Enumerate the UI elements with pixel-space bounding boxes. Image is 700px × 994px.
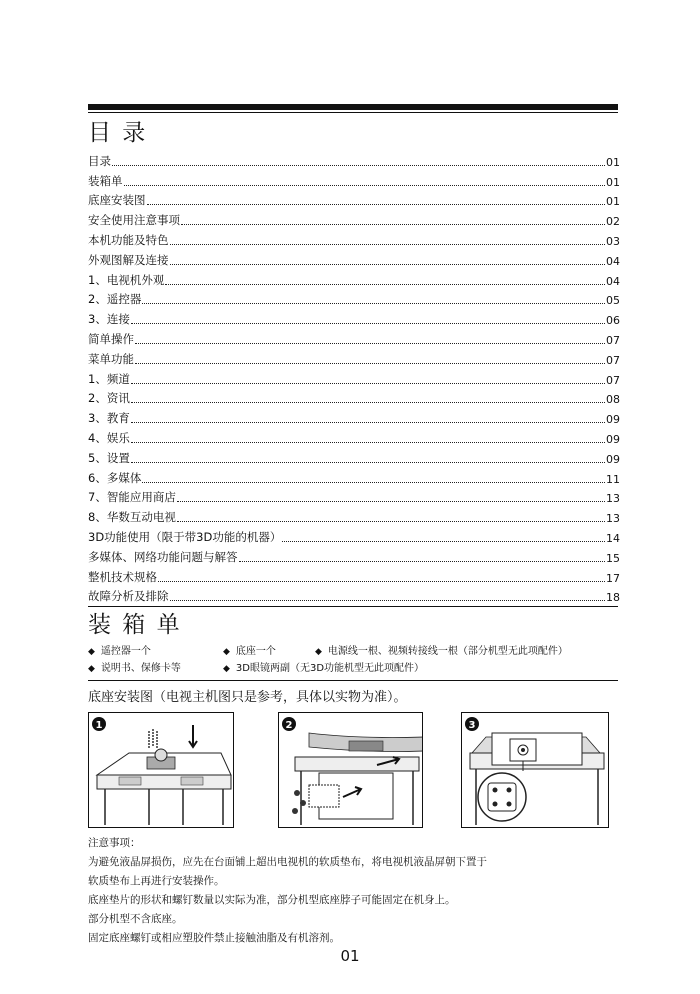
toc-leader-dots <box>177 501 605 502</box>
toc-entry-label: 装箱单 <box>88 173 123 188</box>
toc-entry <box>88 387 620 407</box>
toc-entry <box>88 446 620 466</box>
diamond-bullet-icon: ◆ <box>223 664 230 674</box>
toc-entry <box>88 585 620 605</box>
toc-leader-dots <box>165 284 605 285</box>
toc-entry <box>88 406 620 426</box>
packing-row <box>88 658 620 675</box>
toc-entry-label: 外观图解及连接 <box>88 252 169 267</box>
toc-entry-label: 1、频道 <box>88 371 130 386</box>
packing-item: ◆ 说明书、保修卡等 <box>88 663 181 674</box>
toc-entry-label: 目录 <box>88 153 111 168</box>
toc-entry-page: 07 <box>606 353 620 367</box>
toc-entry <box>88 149 620 169</box>
toc-leader-dots <box>282 541 605 542</box>
notes-section <box>88 834 620 948</box>
toc-entry-page: 01 <box>606 195 620 209</box>
toc-entry-page: 07 <box>606 373 620 387</box>
toc-entry <box>88 347 620 367</box>
notes-heading: 注意事项： <box>88 837 141 849</box>
toc-entry <box>88 486 620 506</box>
diamond-bullet-icon: ◆ <box>88 647 95 657</box>
diamond-bullet-icon: ◆ <box>223 647 230 657</box>
top-rule <box>88 104 618 110</box>
toc-entry-label: 1、电视机外观 <box>88 272 165 287</box>
toc-entry-label: 3、连接 <box>88 312 130 327</box>
toc-leader-dots <box>147 204 606 205</box>
toc-entry <box>88 327 620 347</box>
toc-leader-dots <box>131 402 605 403</box>
page-number: 01 <box>340 947 360 965</box>
packing-item: ◆ 底座一个 <box>223 646 276 657</box>
toc-leader-dots <box>135 363 605 364</box>
install-step-2-figure <box>278 712 423 828</box>
toc-entry-page: 09 <box>606 413 620 427</box>
notes-line: 为避免液晶屏损伤，应先在台面铺上超出电视机的软质垫布，将电视机液晶屏朝下置于 <box>88 856 487 868</box>
toc-entry-page: 09 <box>606 432 620 446</box>
toc-leader-dots <box>170 244 606 245</box>
toc-entry-page: 13 <box>606 512 620 526</box>
toc-entry-label: 8、华数互动电视 <box>88 510 176 525</box>
toc-entry-page: 04 <box>606 274 620 288</box>
diamond-bullet-icon: ◆ <box>88 664 95 674</box>
toc-entry-label: 2、资讯 <box>88 391 130 406</box>
toc-entry-page: 08 <box>606 393 620 407</box>
toc-entry-page: 18 <box>606 591 620 605</box>
toc-leader-dots <box>135 343 605 344</box>
toc-leader-dots <box>177 521 605 522</box>
toc-entry-page: 05 <box>606 294 620 308</box>
toc-leader-dots <box>170 600 606 601</box>
toc-entry-page: 03 <box>606 234 620 248</box>
packing-item: ◆ 遥控器一个 <box>88 646 151 657</box>
toc-entry-label: 菜单功能 <box>88 351 134 366</box>
toc-list <box>88 149 620 604</box>
toc-leader-dots <box>170 264 606 265</box>
toc-entry <box>88 169 620 189</box>
toc-entry-label: 3D功能使用（限于带3D功能的机器） <box>88 529 282 544</box>
notes-line: 软质垫布上再进行安装操作。 <box>88 875 225 887</box>
toc-title: 目 录 <box>88 120 148 146</box>
step-badge-1: 1 <box>95 720 103 731</box>
toc-entry <box>88 288 620 308</box>
toc-entry-page: 06 <box>606 314 620 328</box>
step-badge-2: 2 <box>285 720 293 731</box>
toc-leader-dots <box>142 482 605 483</box>
toc-entry-label: 7、智能应用商店 <box>88 490 176 505</box>
toc-entry-page: 09 <box>606 452 620 466</box>
diamond-bullet-icon: ◆ <box>315 647 322 657</box>
toc-leader-dots <box>181 224 605 225</box>
toc-leader-dots <box>131 422 605 423</box>
toc-leader-dots <box>131 442 605 443</box>
toc-leader-dots <box>239 561 606 562</box>
toc-entry-page: 02 <box>606 215 620 229</box>
toc-entry-label: 3、教育 <box>88 411 130 426</box>
toc-entry-page: 01 <box>606 155 620 169</box>
toc-entry-label: 4、娱乐 <box>88 430 130 445</box>
top-rule-thin <box>88 112 618 113</box>
notes-line: 固定底座螺钉或相应塑胶件禁止接触油脂及有机溶剂。 <box>88 932 340 944</box>
toc-leader-dots <box>158 581 605 582</box>
toc-entry-page: 14 <box>606 531 620 545</box>
packing-item: ◆ 电源线一根、视频转接线一根（部分机型无此项配件） <box>315 646 568 657</box>
toc-entry-label: 故障分析及排除 <box>88 589 169 604</box>
toc-entry-page: 11 <box>606 472 620 486</box>
toc-entry <box>88 505 620 525</box>
toc-entry <box>88 228 620 248</box>
toc-leader-dots <box>142 303 605 304</box>
toc-entry <box>88 545 620 565</box>
toc-entry <box>88 268 620 288</box>
toc-entry <box>88 466 620 486</box>
step-badge-3: 3 <box>468 720 476 731</box>
toc-entry <box>88 525 620 545</box>
toc-entry <box>88 307 620 327</box>
packing-row <box>88 641 620 658</box>
toc-leader-dots <box>131 462 605 463</box>
toc-entry-page: 07 <box>606 333 620 347</box>
packing-title: 装 箱 单 <box>88 612 182 638</box>
notes-line: 部分机型不含底座。 <box>88 913 183 925</box>
toc-divider <box>88 606 618 607</box>
toc-entry <box>88 189 620 209</box>
toc-entry-label: 6、多媒体 <box>88 470 142 485</box>
toc-entry-label: 简单操作 <box>88 331 134 346</box>
toc-entry <box>88 565 620 585</box>
toc-leader-dots <box>112 165 605 166</box>
notes-line: 底座垫片的形状和螺钉数量以实际为准，部分机型底座脖子可能固定在机身上。 <box>88 894 456 906</box>
toc-entry-page: 04 <box>606 254 620 268</box>
toc-entry-label: 2、遥控器 <box>88 292 142 307</box>
toc-entry-page: 15 <box>606 551 620 565</box>
toc-entry <box>88 367 620 387</box>
toc-entry-page: 13 <box>606 492 620 506</box>
toc-leader-dots <box>124 185 606 186</box>
toc-leader-dots <box>131 323 605 324</box>
toc-entry-label: 5、设置 <box>88 450 130 465</box>
toc-entry-label: 整机技术规格 <box>88 569 157 584</box>
toc-entry <box>88 426 620 446</box>
toc-entry-label: 多媒体、网络功能问题与解答 <box>88 549 238 564</box>
toc-entry <box>88 248 620 268</box>
toc-leader-dots <box>131 383 605 384</box>
toc-entry-label: 安全使用注意事项 <box>88 213 180 228</box>
install-step-1-figure <box>88 712 234 828</box>
toc-entry <box>88 208 620 228</box>
packing-divider <box>88 680 618 681</box>
toc-entry-label: 底座安装图 <box>88 193 146 208</box>
toc-entry-label: 本机功能及特色 <box>88 232 169 247</box>
install-title: 底座安装图（电视主机图只是参考，具体以实物为准）。 <box>88 690 407 705</box>
toc-entry-page: 01 <box>606 175 620 189</box>
packing-list <box>88 641 620 675</box>
install-step-3-figure <box>461 712 609 828</box>
toc-entry-page: 17 <box>606 571 620 585</box>
packing-item: ◆ 3D眼镜两副（无3D功能机型无此项配件） <box>223 663 425 674</box>
